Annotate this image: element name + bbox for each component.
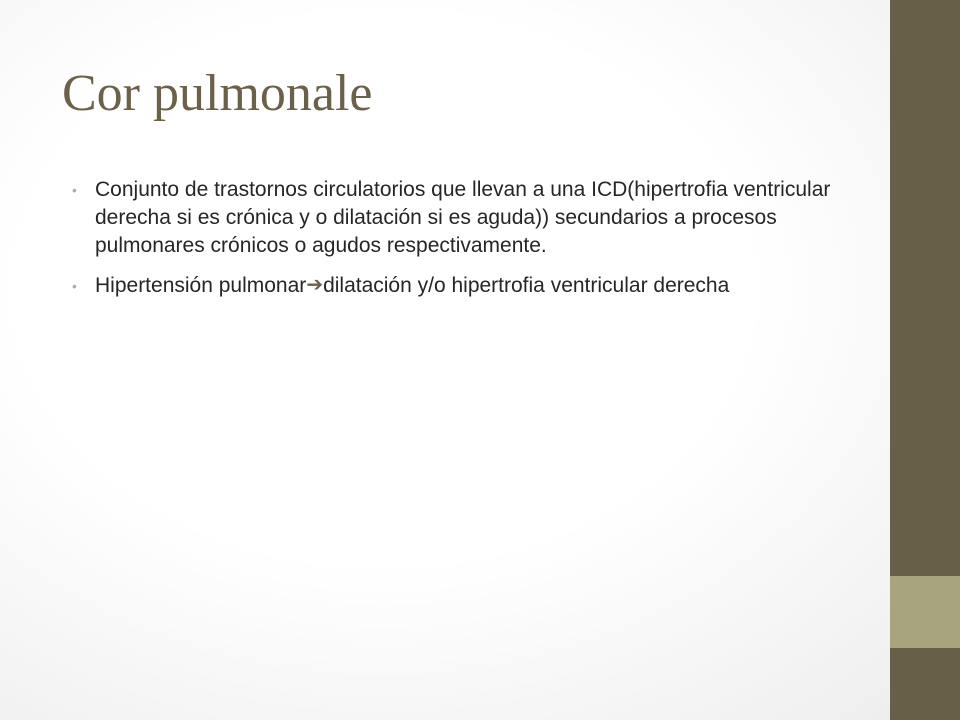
bullet-item-definition — [72, 176, 852, 260]
bullet-text-before: Hipertensión pulmonar — [95, 274, 307, 297]
side-bar-top — [890, 0, 960, 576]
bullet-list — [72, 176, 852, 312]
side-bar-middle — [890, 576, 960, 648]
bullet-text: Conjunto de trastornos circulatorios que llevan a una ICD(hipertrofia ventricular derecha si es crónica y o dilatación si es aguda)) secundarios a procesos pulmonares crónicos o agudos respectivamente. — [95, 178, 831, 257]
bullet-text-after: dilatación y/o hipertrofia ventricular derecha — [323, 274, 730, 297]
bullet-dot-icon: • — [72, 182, 77, 198]
right-arrow-icon: ➔ — [306, 274, 324, 296]
side-bar-bottom — [890, 648, 960, 720]
bullet-dot-icon: • — [72, 278, 77, 294]
bullet-item-hypertension — [72, 272, 852, 300]
slide-title: Cor pulmonale — [62, 65, 373, 122]
